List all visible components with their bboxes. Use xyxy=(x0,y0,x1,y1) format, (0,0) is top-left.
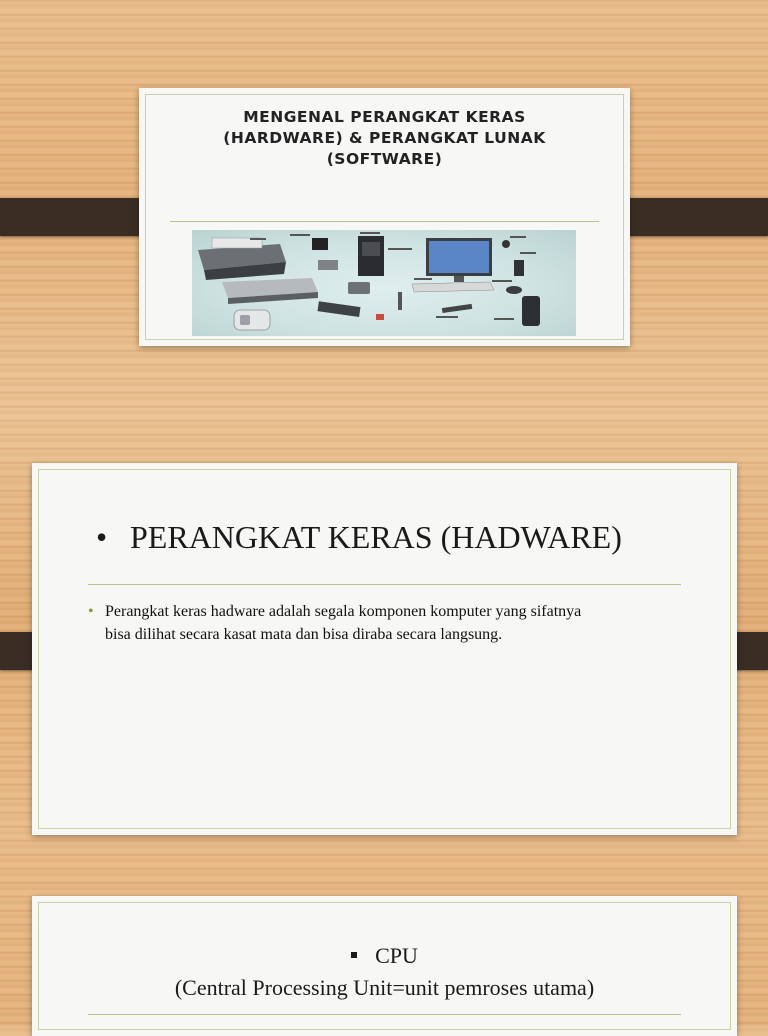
external-drive-icon xyxy=(234,310,270,330)
keyboard-icon xyxy=(412,282,494,292)
slide-title-heading xyxy=(139,107,630,170)
mouse-icon xyxy=(506,286,522,294)
modem-icon xyxy=(522,296,540,326)
title-line: (HARDWARE) & PERANGKAT LUNAK xyxy=(223,129,546,147)
heading-line: CPU xyxy=(375,943,418,968)
card-reader-icon xyxy=(317,301,360,317)
system-unit-icon xyxy=(358,236,384,276)
hard-disk-icon xyxy=(318,260,338,270)
speaker-icon xyxy=(514,260,524,276)
slide-title[interactable] xyxy=(139,88,630,346)
heading-text: PERANGKAT KERAS (HADWARE) xyxy=(130,519,622,555)
divider xyxy=(170,221,599,222)
slide-heading xyxy=(32,940,737,1004)
webcam-icon xyxy=(502,240,510,248)
slide-tab-left xyxy=(0,198,156,236)
bullet-line: bisa dilihat secara kasat mata dan bisa diraba secara langsung. xyxy=(105,626,503,643)
divider xyxy=(88,584,681,585)
microphone-icon xyxy=(398,292,402,310)
square-bullet-icon xyxy=(351,952,357,958)
title-line: (SOFTWARE) xyxy=(326,150,443,168)
monitor-icon xyxy=(426,238,492,282)
printer-icon xyxy=(198,238,286,280)
bullet-item xyxy=(88,600,688,646)
pda-icon xyxy=(312,238,328,250)
heading-bullet: • xyxy=(96,519,108,555)
slide-hardware[interactable] xyxy=(32,463,737,835)
bullet-marker: • xyxy=(88,603,94,620)
heading-line: (Central Processing Unit=unit pemroses utama) xyxy=(174,975,595,1000)
scanner-icon xyxy=(222,278,318,304)
hardware-image xyxy=(192,230,576,336)
bullet-line: Perangkat keras hadware adalah segala komponen komputer yang sifatnya xyxy=(105,603,582,620)
memory-card-icon xyxy=(376,314,384,320)
slide-cpu[interactable] xyxy=(32,896,737,1036)
slide-heading xyxy=(96,519,622,556)
usb-flash-drive-icon xyxy=(442,304,472,313)
divider xyxy=(88,1014,681,1015)
slide-tab-right xyxy=(613,198,768,236)
digital-camera-icon xyxy=(348,282,370,294)
title-line: MENGENAL PERANGKAT KERAS xyxy=(243,108,526,126)
